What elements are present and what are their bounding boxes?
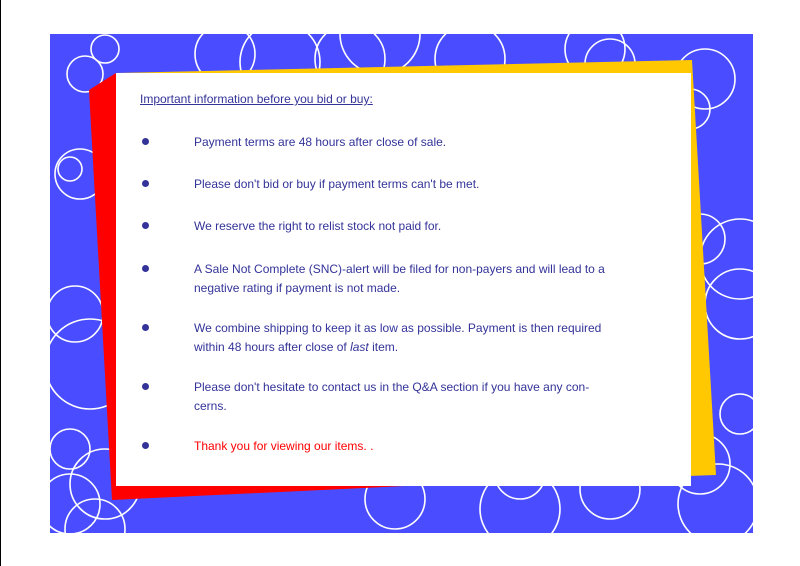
- notice-item-line: within 48 hours after close of: [194, 340, 351, 354]
- notice-card: [116, 73, 691, 486]
- bullet-icon: [142, 265, 149, 272]
- notice-item-text: Please don't bid or buy if payment terms can't be met.: [194, 177, 480, 191]
- bullet-icon: [142, 180, 149, 187]
- notice-item-text: Payment terms are 48 hours after close of sale.: [194, 135, 447, 149]
- notice-item-emphasis: last: [350, 340, 369, 354]
- notice-item: [140, 378, 664, 416]
- bullet-icon: [142, 383, 149, 390]
- bullet-icon: [142, 324, 149, 331]
- trailing-mark: .: [370, 439, 374, 453]
- notice-item: [140, 217, 664, 236]
- notice-item: [140, 260, 664, 298]
- notice-item-line: negative rating if payment is not made.: [194, 281, 401, 295]
- notice-item-line: cerns.: [194, 399, 227, 413]
- notice-item-line: item.: [368, 340, 399, 354]
- bullet-icon: [142, 442, 149, 449]
- notice-item: [140, 319, 664, 357]
- notice-item-line: A Sale Not Complete (SNC)-alert will be filed for non-payers and will lead to a: [194, 262, 605, 276]
- thank-you-text: Thank you for viewing our items.: [194, 439, 371, 453]
- notice-item-line: We combine shipping to keep it as low as possible. Payment is then required: [194, 321, 602, 335]
- notice-heading: Important information before you bid or buy:: [140, 92, 373, 106]
- notice-item: [140, 133, 664, 152]
- bullet-icon: [142, 138, 149, 145]
- notice-item: [140, 437, 664, 456]
- notice-item-text: We reserve the right to relist stock not paid for.: [194, 219, 442, 233]
- notice-list: [140, 133, 691, 456]
- notice-item: [140, 175, 664, 194]
- notice-item-line: Please don't hesitate to contact us in the Q&A section if you have any con-: [194, 380, 590, 394]
- bullet-icon: [142, 222, 149, 229]
